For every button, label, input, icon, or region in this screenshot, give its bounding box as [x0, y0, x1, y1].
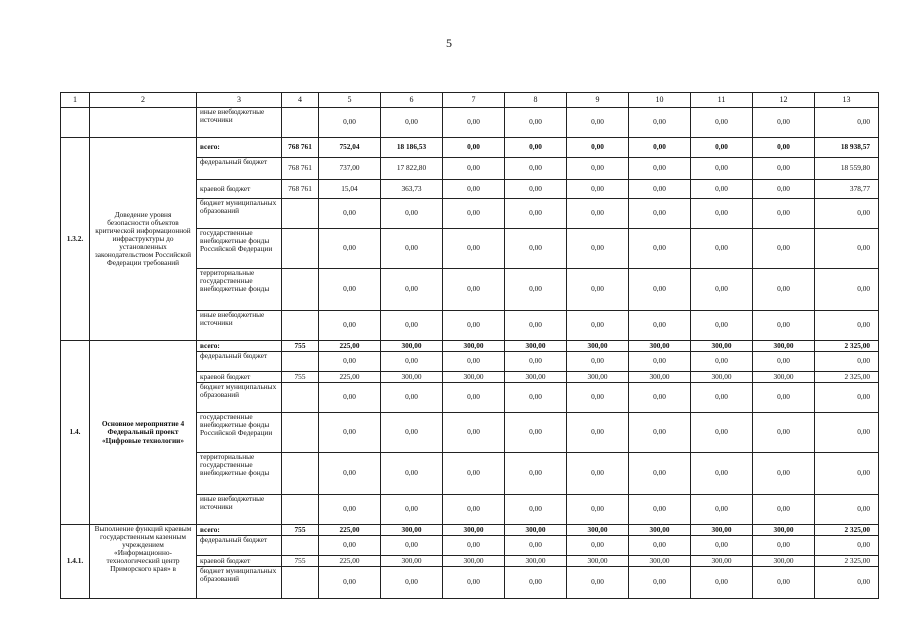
year-value: 300,00 [381, 341, 443, 352]
year-value: 300,00 [567, 525, 629, 536]
budget-code [282, 567, 319, 599]
funding-source: федеральный бюджет [197, 158, 282, 180]
total-value: 0,00 [815, 453, 879, 495]
header-cell: 12 [753, 93, 815, 108]
year-value: 0,00 [443, 536, 505, 556]
item-code: 1.4. [61, 341, 90, 525]
header-cell: 9 [567, 93, 629, 108]
year-value: 0,00 [753, 108, 815, 138]
year-value: 0,00 [505, 536, 567, 556]
year-value: 0,00 [753, 199, 815, 229]
header-cell: 3 [197, 93, 282, 108]
total-value: 0,00 [815, 536, 879, 556]
funding-source: федеральный бюджет [197, 352, 282, 372]
year-value: 0,00 [443, 495, 505, 525]
year-value: 0,00 [753, 352, 815, 372]
year-value: 18 186,53 [381, 138, 443, 158]
year-value: 0,00 [443, 383, 505, 413]
year-value: 0,00 [381, 229, 443, 269]
year-value: 300,00 [381, 372, 443, 383]
total-value: 2 325,00 [815, 556, 879, 567]
total-value: 0,00 [815, 383, 879, 413]
year-value: 0,00 [691, 269, 753, 311]
table-row [61, 138, 879, 158]
table-body [61, 93, 879, 599]
year-value: 0,00 [629, 311, 691, 341]
year-value: 225,00 [319, 341, 381, 352]
year-value: 0,00 [753, 229, 815, 269]
budget-code [282, 383, 319, 413]
funding-source: иные внебюджетные источники [197, 311, 282, 341]
year-value: 0,00 [629, 108, 691, 138]
year-value: 0,00 [753, 567, 815, 599]
year-value: 0,00 [319, 413, 381, 453]
year-value: 300,00 [691, 341, 753, 352]
budget-code [282, 311, 319, 341]
year-value: 0,00 [691, 180, 753, 199]
year-value: 0,00 [691, 453, 753, 495]
year-value: 0,00 [567, 536, 629, 556]
year-value: 300,00 [505, 525, 567, 536]
total-value: 0,00 [815, 108, 879, 138]
funding-source: территориальные государственные внебюджетные фонды [197, 269, 282, 311]
year-value: 0,00 [443, 199, 505, 229]
year-value: 0,00 [567, 413, 629, 453]
year-value: 0,00 [443, 138, 505, 158]
year-value: 300,00 [629, 556, 691, 567]
year-value: 0,00 [629, 180, 691, 199]
budget-code [282, 108, 319, 138]
item-code [61, 108, 90, 138]
budget-code: 768 761 [282, 180, 319, 199]
year-value: 0,00 [505, 108, 567, 138]
header-cell: 4 [282, 93, 319, 108]
funding-source: всего: [197, 341, 282, 352]
year-value: 0,00 [629, 495, 691, 525]
year-value: 0,00 [629, 199, 691, 229]
total-value: 2 325,00 [815, 525, 879, 536]
year-value: 0,00 [629, 352, 691, 372]
year-value: 0,00 [381, 108, 443, 138]
year-value: 0,00 [381, 536, 443, 556]
year-value: 0,00 [319, 229, 381, 269]
year-value: 363,73 [381, 180, 443, 199]
year-value: 0,00 [691, 108, 753, 138]
year-value: 300,00 [443, 372, 505, 383]
table-row [61, 525, 879, 536]
funding-source: краевой бюджет [197, 372, 282, 383]
item-name [90, 108, 197, 138]
year-value: 0,00 [567, 269, 629, 311]
year-value: 0,00 [319, 199, 381, 229]
budget-code [282, 229, 319, 269]
year-value: 0,00 [629, 453, 691, 495]
budget-code [282, 413, 319, 453]
budget-code [282, 495, 319, 525]
header-cell: 13 [815, 93, 879, 108]
header-cell: 1 [61, 93, 90, 108]
budget-code: 755 [282, 556, 319, 567]
year-value: 0,00 [381, 352, 443, 372]
item-name: Доведение уровня безопасности объектов критической информационной инфраструктуры до установленных законодательством Российской Федерации требований [90, 138, 197, 341]
year-value: 0,00 [505, 311, 567, 341]
year-value: 0,00 [381, 311, 443, 341]
year-value: 0,00 [381, 383, 443, 413]
year-value: 0,00 [567, 229, 629, 269]
year-value: 300,00 [443, 341, 505, 352]
header-cell: 10 [629, 93, 691, 108]
budget-code [282, 453, 319, 495]
year-value: 0,00 [505, 158, 567, 180]
year-value: 0,00 [381, 453, 443, 495]
year-value: 0,00 [629, 138, 691, 158]
year-value: 0,00 [753, 311, 815, 341]
year-value: 0,00 [443, 453, 505, 495]
total-value: 2 325,00 [815, 372, 879, 383]
year-value: 300,00 [753, 525, 815, 536]
year-value: 0,00 [319, 453, 381, 495]
year-value: 300,00 [629, 525, 691, 536]
total-value: 18 938,57 [815, 138, 879, 158]
year-value: 0,00 [629, 158, 691, 180]
year-value: 0,00 [753, 413, 815, 453]
year-value: 0,00 [567, 158, 629, 180]
year-value: 0,00 [691, 158, 753, 180]
header-cell: 11 [691, 93, 753, 108]
year-value: 0,00 [443, 108, 505, 138]
header-cell: 8 [505, 93, 567, 108]
year-value: 0,00 [567, 138, 629, 158]
year-value: 0,00 [567, 352, 629, 372]
total-value: 0,00 [815, 229, 879, 269]
year-value: 0,00 [629, 413, 691, 453]
year-value: 0,00 [629, 536, 691, 556]
year-value: 0,00 [753, 180, 815, 199]
year-value: 0,00 [443, 567, 505, 599]
year-value: 225,00 [319, 556, 381, 567]
year-value: 17 822,80 [381, 158, 443, 180]
year-value: 0,00 [443, 229, 505, 269]
year-value: 0,00 [691, 413, 753, 453]
year-value: 0,00 [505, 199, 567, 229]
year-value: 0,00 [753, 383, 815, 413]
total-value: 18 559,80 [815, 158, 879, 180]
year-value: 0,00 [567, 199, 629, 229]
year-value: 0,00 [753, 158, 815, 180]
year-value: 0,00 [319, 108, 381, 138]
year-value: 752,04 [319, 138, 381, 158]
funding-source: государственные внебюджетные фонды Российской Федерации [197, 229, 282, 269]
year-value: 0,00 [753, 269, 815, 311]
year-value: 0,00 [505, 413, 567, 453]
year-value: 300,00 [753, 372, 815, 383]
year-value: 300,00 [691, 525, 753, 536]
budget-code: 755 [282, 372, 319, 383]
year-value: 0,00 [319, 567, 381, 599]
total-value: 0,00 [815, 567, 879, 599]
year-value: 0,00 [691, 199, 753, 229]
budget-code: 768 761 [282, 158, 319, 180]
year-value: 300,00 [753, 556, 815, 567]
year-value: 0,00 [567, 567, 629, 599]
year-value: 0,00 [443, 311, 505, 341]
budget-code [282, 199, 319, 229]
table-row [61, 108, 879, 138]
header-cell: 5 [319, 93, 381, 108]
item-name: Основное мероприятие 4 Федеральный проект «Цифровые технологии» [90, 341, 197, 525]
year-value: 0,00 [443, 269, 505, 311]
year-value: 0,00 [567, 495, 629, 525]
year-value: 300,00 [691, 556, 753, 567]
year-value: 0,00 [505, 567, 567, 599]
funding-source: территориальные государственные внебюджетные фонды [197, 453, 282, 495]
year-value: 0,00 [753, 453, 815, 495]
year-value: 300,00 [691, 372, 753, 383]
item-code: 1.3.2. [61, 138, 90, 341]
year-value: 0,00 [443, 158, 505, 180]
year-value: 0,00 [629, 383, 691, 413]
year-value: 0,00 [691, 567, 753, 599]
year-value: 0,00 [319, 536, 381, 556]
year-value: 0,00 [691, 495, 753, 525]
budget-code: 755 [282, 341, 319, 352]
year-value: 0,00 [505, 453, 567, 495]
year-value: 0,00 [443, 413, 505, 453]
item-name: Выполнение функций краевым государственным казенным учреждением «Информационно-технологический центр Приморского края» в [90, 525, 197, 599]
funding-source: бюджет муниципальных образований [197, 199, 282, 229]
year-value: 0,00 [629, 229, 691, 269]
funding-source: бюджет муниципальных образований [197, 383, 282, 413]
year-value: 0,00 [567, 108, 629, 138]
year-value: 0,00 [381, 413, 443, 453]
total-value: 378,77 [815, 180, 879, 199]
year-value: 0,00 [505, 269, 567, 311]
funding-source: краевой бюджет [197, 180, 282, 199]
year-value: 300,00 [443, 525, 505, 536]
total-value: 0,00 [815, 269, 879, 311]
header-cell: 2 [90, 93, 197, 108]
year-value: 0,00 [381, 199, 443, 229]
year-value: 0,00 [443, 180, 505, 199]
header-cell: 7 [443, 93, 505, 108]
total-value: 0,00 [815, 199, 879, 229]
year-value: 300,00 [629, 341, 691, 352]
funding-source: бюджет муниципальных образований [197, 567, 282, 599]
table-row [61, 341, 879, 352]
header-row [61, 93, 879, 108]
year-value: 0,00 [505, 180, 567, 199]
year-value: 0,00 [381, 567, 443, 599]
year-value: 300,00 [753, 341, 815, 352]
total-value: 0,00 [815, 352, 879, 372]
year-value: 0,00 [629, 269, 691, 311]
year-value: 0,00 [691, 352, 753, 372]
year-value: 0,00 [381, 495, 443, 525]
year-value: 0,00 [691, 229, 753, 269]
year-value: 300,00 [567, 372, 629, 383]
year-value: 0,00 [319, 352, 381, 372]
year-value: 0,00 [567, 180, 629, 199]
page-number: 5 [446, 36, 452, 50]
funding-source: государственные внебюджетные фонды Российской Федерации [197, 413, 282, 453]
year-value: 737,00 [319, 158, 381, 180]
year-value: 0,00 [691, 536, 753, 556]
budget-code [282, 352, 319, 372]
year-value: 0,00 [505, 352, 567, 372]
year-value: 0,00 [691, 138, 753, 158]
year-value: 0,00 [505, 495, 567, 525]
funding-source: иные внебюджетные источники [197, 495, 282, 525]
budget-table [60, 92, 879, 599]
year-value: 0,00 [753, 138, 815, 158]
year-value: 225,00 [319, 372, 381, 383]
year-value: 0,00 [319, 311, 381, 341]
year-value: 0,00 [753, 536, 815, 556]
total-value: 0,00 [815, 413, 879, 453]
year-value: 300,00 [381, 556, 443, 567]
funding-source: всего: [197, 525, 282, 536]
header-cell: 6 [381, 93, 443, 108]
year-value: 300,00 [381, 525, 443, 536]
year-value: 0,00 [691, 383, 753, 413]
funding-source: иные внебюджетные источники [197, 108, 282, 138]
year-value: 0,00 [753, 495, 815, 525]
year-value: 0,00 [319, 383, 381, 413]
budget-code: 755 [282, 525, 319, 536]
year-value: 300,00 [629, 372, 691, 383]
year-value: 0,00 [443, 352, 505, 372]
budget-code [282, 536, 319, 556]
total-value: 0,00 [815, 495, 879, 525]
funding-source: всего: [197, 138, 282, 158]
budget-code [282, 269, 319, 311]
year-value: 0,00 [567, 383, 629, 413]
year-value: 0,00 [629, 567, 691, 599]
year-value: 0,00 [505, 138, 567, 158]
year-value: 0,00 [505, 229, 567, 269]
funding-source: краевой бюджет [197, 556, 282, 567]
funding-source: федеральный бюджет [197, 536, 282, 556]
year-value: 15,04 [319, 180, 381, 199]
year-value: 300,00 [505, 341, 567, 352]
year-value: 300,00 [567, 556, 629, 567]
year-value: 0,00 [319, 269, 381, 311]
year-value: 0,00 [567, 311, 629, 341]
year-value: 0,00 [567, 453, 629, 495]
year-value: 0,00 [691, 311, 753, 341]
year-value: 300,00 [443, 556, 505, 567]
year-value: 225,00 [319, 525, 381, 536]
budget-code: 768 761 [282, 138, 319, 158]
year-value: 0,00 [319, 495, 381, 525]
year-value: 300,00 [567, 341, 629, 352]
total-value: 0,00 [815, 311, 879, 341]
year-value: 300,00 [505, 372, 567, 383]
total-value: 2 325,00 [815, 341, 879, 352]
year-value: 0,00 [505, 383, 567, 413]
item-code: 1.4.1. [61, 525, 90, 599]
year-value: 0,00 [381, 269, 443, 311]
year-value: 300,00 [505, 556, 567, 567]
